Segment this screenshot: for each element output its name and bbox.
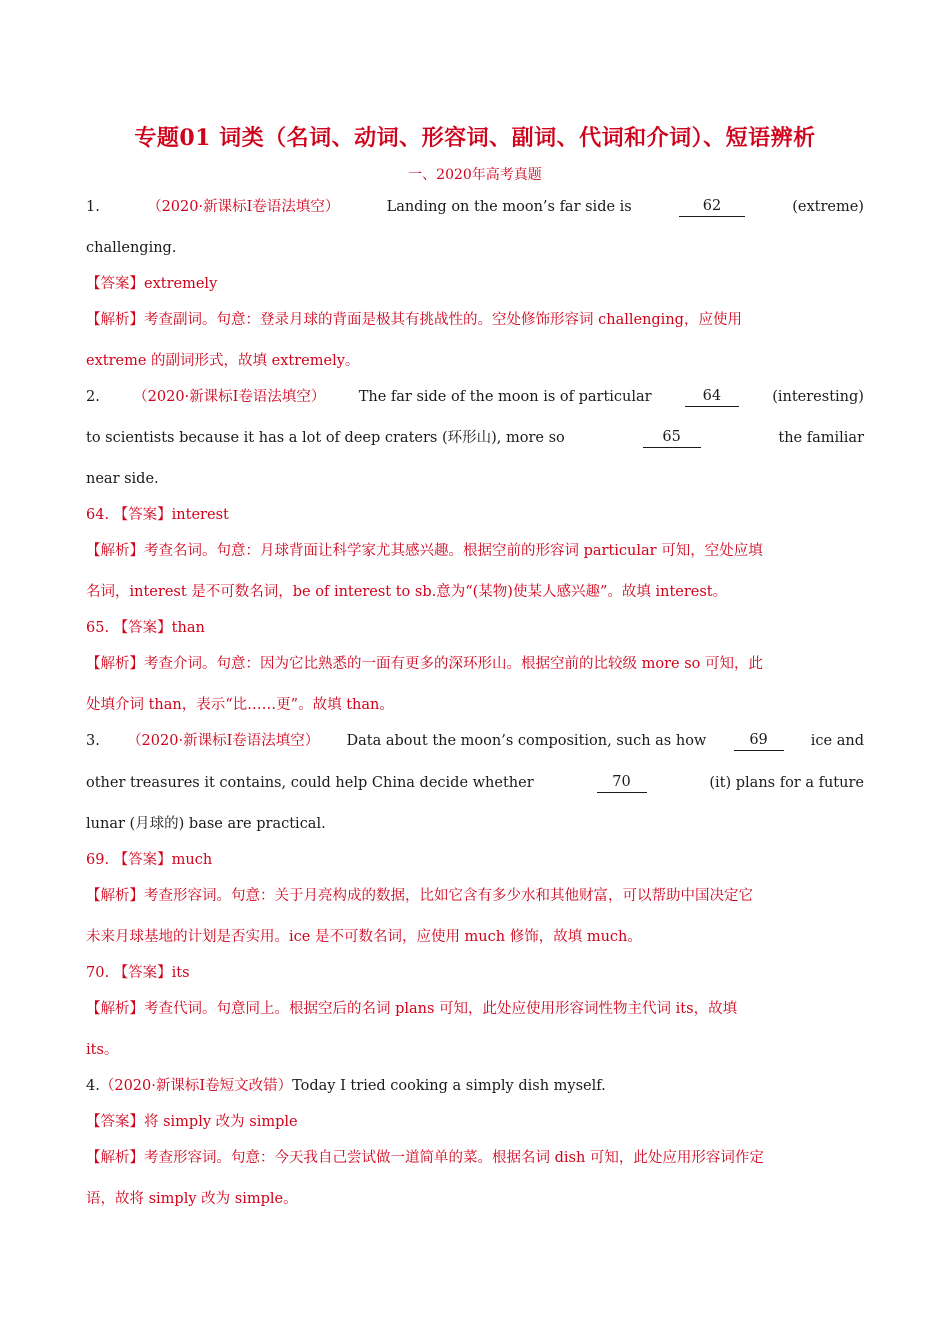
q2-line-3: near side. [86, 471, 159, 487]
q2-analysis-64-2: 名词，interest 是不可数名词，be of interest to sb.意为“(某物)使某人感兴趣”。故填 interest。 [86, 584, 728, 600]
q1-blank-62: 62 [679, 197, 745, 217]
q4-source: （2020·新课标I卷短文改错） [99, 1078, 293, 1094]
q3-analysis-70-2: its。 [86, 1042, 119, 1058]
q3-line-1 [86, 731, 864, 751]
q4-text: Today I tried cooking a simply dish myself. [292, 1078, 606, 1094]
q3-text-after: ice and [810, 733, 864, 749]
q2-analysis-65-2: 处填介词 than，表示“比……更”。故填 than。 [86, 697, 394, 713]
q3-analysis-69-2: 未来月球基地的计划是否实用。ice 是不可数名词，应使用 much 修饰，故填 much。 [86, 929, 642, 945]
q4-answer: 【答案】将 simply 改为 simple [86, 1114, 298, 1130]
q1-analysis-1: 【解析】考查副词。句意：登录月球的背面是极其有挑战性的。空处修饰形容词 challenging，应使用 [86, 312, 742, 328]
q1-line-2: challenging. [86, 240, 177, 256]
q4-number: 4. [86, 1078, 100, 1094]
q4-analysis-1: 【解析】考查形容词。句意：今天我自己尝试做一道简单的菜。根据名词 dish 可知，此处应用形容词作定 [86, 1150, 764, 1166]
q3-line-2 [86, 773, 864, 793]
q2-blank-64: 64 [685, 387, 739, 407]
q1-source: （2020·新课标I卷语法填空） [147, 199, 340, 215]
q3-number: 3. [86, 733, 100, 749]
q4-analysis-2: 语，故将 simply 改为 simple。 [86, 1191, 298, 1207]
q3-source: （2020·新课标I卷语法填空） [127, 733, 320, 749]
q3-analysis-70-1: 【解析】考查代词。句意同上。根据空后的名词 plans 可知，此处应使用形容词性物主代词 its，故填 [86, 1001, 738, 1017]
q3-answer-69: 69. 【答案】much [86, 852, 213, 868]
q2-line-2 [86, 428, 864, 448]
q3-analysis-69-1: 【解析】考查形容词。句意：关于月亮构成的数据，比如它含有多少水和其他财富，可以帮助中国决定它 [86, 888, 753, 904]
q3-line-3: lunar (月球的) base are practical. [86, 816, 326, 832]
q2-analysis-65-1: 【解析】考查介词。句意：因为它比熟悉的一面有更多的深环形山。根据空前的比较级 more so 可知，此 [86, 656, 763, 672]
q1-number: 1. [86, 199, 100, 215]
q2-analysis-64-1: 【解析】考查名词。句意：月球背面让科学家尤其感兴趣。根据空前的形容词 particular 可知，空处应填 [86, 543, 763, 559]
q3-text-3: (it) plans for a future [709, 775, 864, 791]
q2-hint: (interesting) [772, 389, 864, 405]
q2-text-3: the familiar [778, 430, 864, 446]
q3-answer-70: 70. 【答案】its [86, 965, 190, 981]
q2-source: （2020·新课标I卷语法填空） [133, 389, 326, 405]
q2-blank-65: 65 [643, 428, 701, 448]
section-heading: 一、2020年高考真题 [408, 167, 542, 183]
q1-text: Landing on the moon’s far side is [386, 199, 632, 215]
q1-line-1 [86, 197, 864, 217]
q3-text: Data about the moon’s composition, such as how [346, 733, 707, 749]
q2-answer-64: 64. 【答案】interest [86, 507, 229, 523]
q4-line-1 [86, 1076, 864, 1096]
q1-answer: 【答案】extremely [86, 276, 218, 292]
q1-analysis-2: extreme 的副词形式，故填 extremely。 [86, 353, 360, 369]
document-title: 专题01 词类（名词、动词、形容词、副词、代词和介词）、短语辨析 [134, 125, 816, 151]
q2-answer-65: 65. 【答案】than [86, 620, 205, 636]
q2-text: The far side of the moon is of particular [358, 389, 652, 405]
q3-blank-69: 69 [734, 731, 784, 751]
q2-number: 2. [86, 389, 100, 405]
q3-text-2: other treasures it contains, could help China decide whether [86, 775, 534, 791]
q3-blank-70: 70 [597, 773, 647, 793]
q2-line-1 [86, 387, 864, 407]
q1-hint: (extreme) [792, 199, 864, 215]
q2-text-2: to scientists because it has a lot of deep craters (环形山), more so [86, 430, 565, 446]
